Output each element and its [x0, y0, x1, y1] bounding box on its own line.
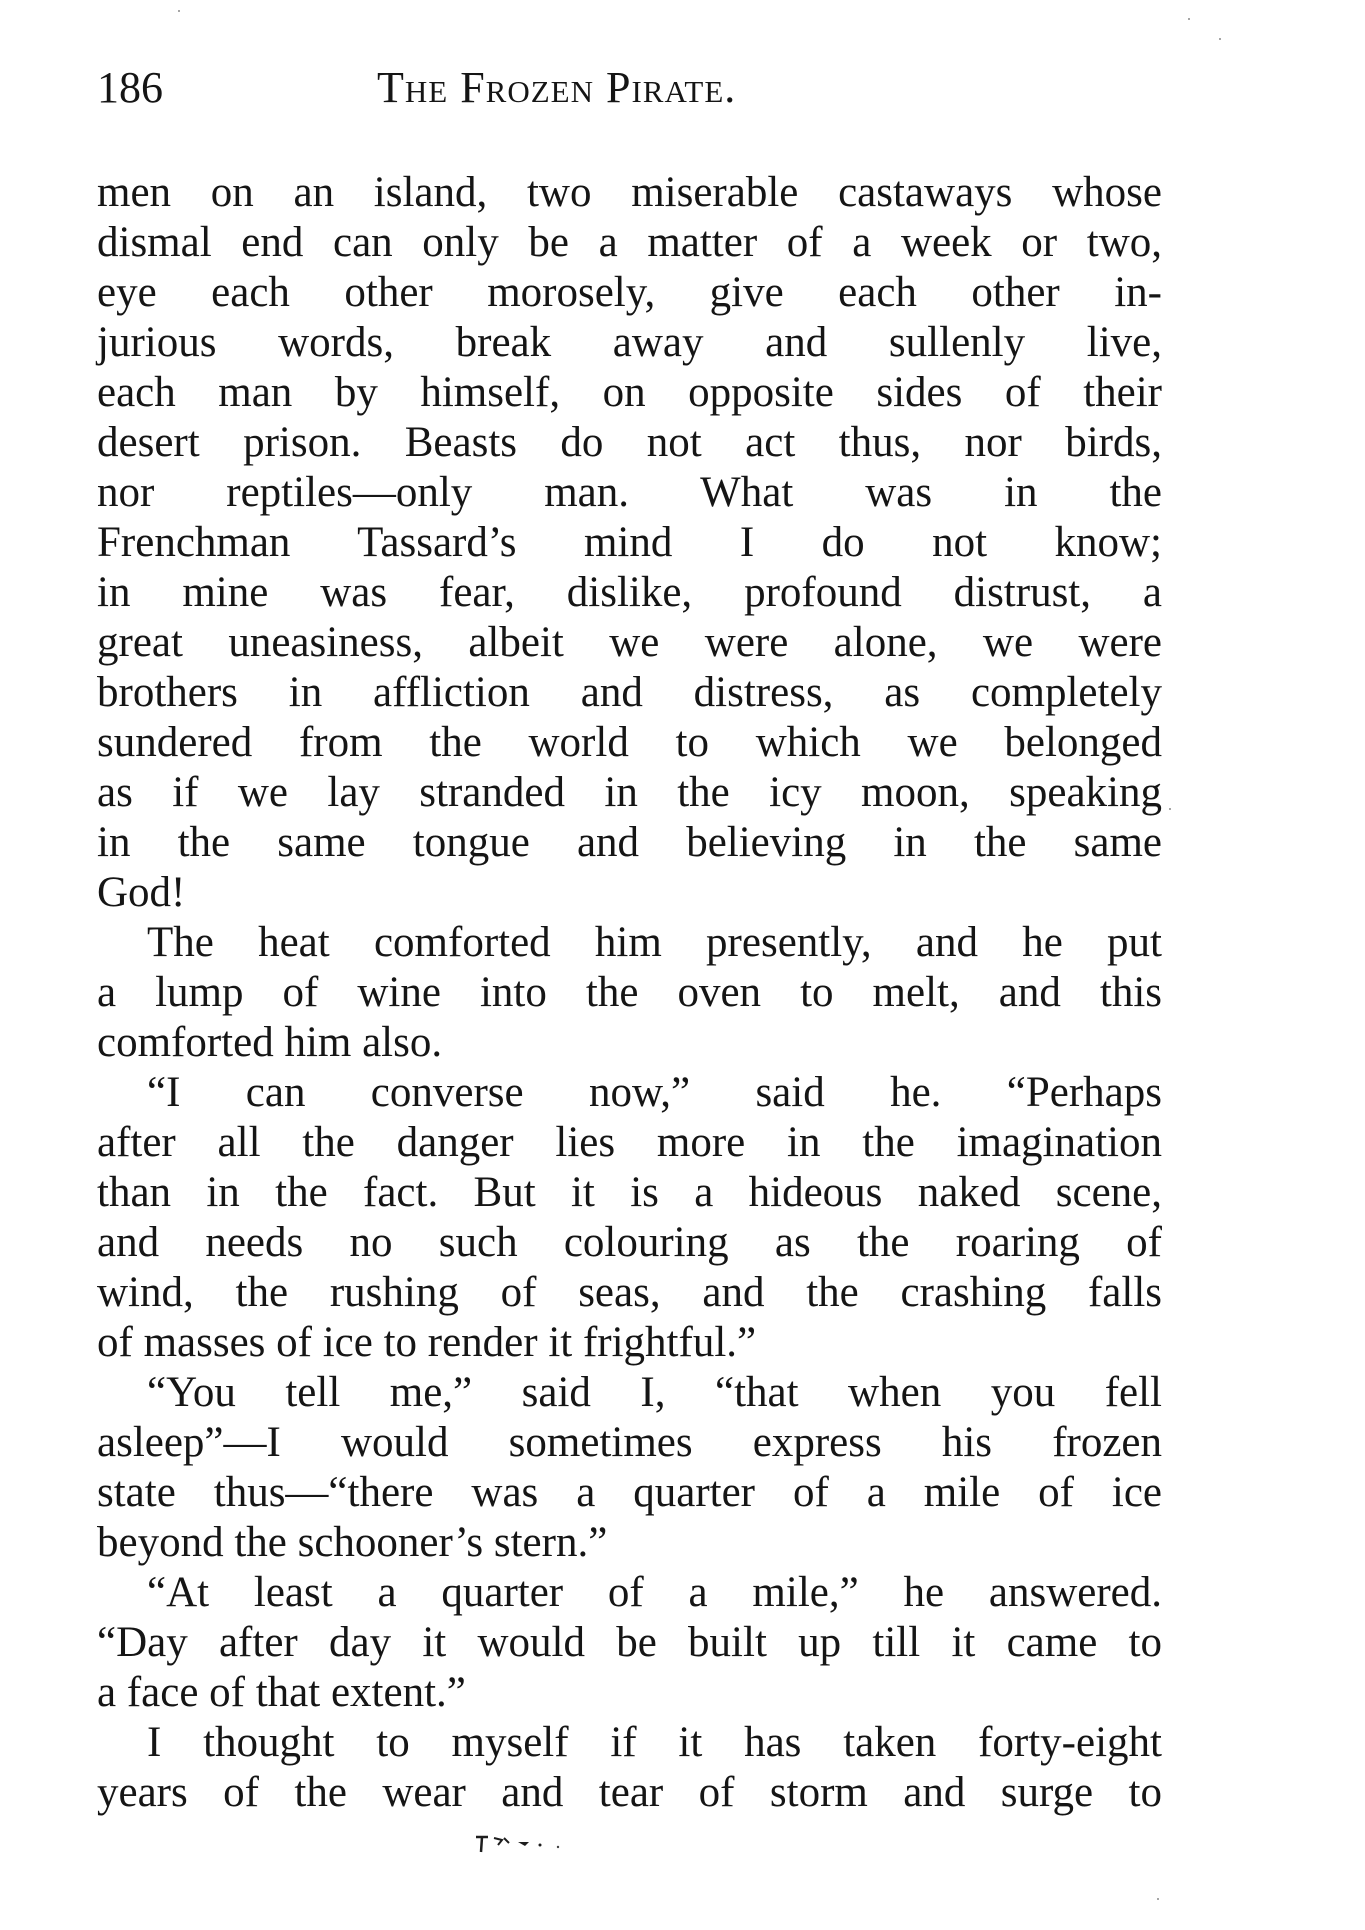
scan-speck: [1157, 1898, 1159, 1900]
scan-speck: [1188, 18, 1190, 20]
body-text: [97, 168, 1162, 1818]
text-line: years of the wear and tear of storm and surge to: [97, 1769, 1162, 1816]
paragraph-first-line: I thought to myself if it has taken forty-eight: [147, 1719, 1162, 1766]
page-number: 186: [97, 63, 163, 112]
text-line: jurious words, break away and sullenly live,: [97, 319, 1162, 366]
text-line: and needs no such colouring as the roaring of: [97, 1219, 1162, 1266]
text-line: Frenchman Tassard’s mind I do not know;: [97, 519, 1162, 566]
text-line: desert prison. Beasts do not act thus, nor birds,: [97, 419, 1162, 466]
text-line: wind, the rushing of seas, and the crashing falls: [97, 1269, 1162, 1316]
text-line: brothers in affliction and distress, as completely: [97, 669, 1162, 716]
text-line: men on an island, two miserable castaways whose: [97, 169, 1162, 216]
scan-speck: [1169, 808, 1171, 810]
text-line: sundered from the world to which we belonged: [97, 719, 1162, 766]
text-line: nor reptiles—only man. What was in the: [97, 469, 1162, 516]
paragraph-end-line: of masses of ice to render it frightful.”: [97, 1319, 757, 1366]
text-line: eye each other morosely, give each other in-: [97, 269, 1162, 316]
text-line: in the same tongue and believing in the same: [97, 819, 1162, 866]
text-line: asleep”—I would sometimes express his frozen: [97, 1419, 1162, 1466]
text-line: a lump of wine into the oven to melt, and this: [97, 969, 1162, 1016]
paragraph-end-line: a face of that extent.”: [97, 1669, 466, 1716]
scan-speck: [1219, 38, 1221, 40]
text-line: as if we lay stranded in the icy moon, speaking: [97, 769, 1162, 816]
text-line: dismal end can only be a matter of a week or two,: [97, 219, 1162, 266]
text-line: after all the danger lies more in the imagination: [97, 1119, 1162, 1166]
scan-speck: [178, 10, 180, 12]
paragraph-first-line: “At least a quarter of a mile,” he answered.: [147, 1569, 1162, 1616]
paragraph-end-line: God!: [97, 869, 186, 916]
text-line: than in the fact. But it is a hideous naked scene,: [97, 1169, 1162, 1216]
paragraph-end-line: comforted him also.: [97, 1019, 443, 1066]
print-smudge-mark: [470, 1830, 610, 1860]
text-line: in mine was fear, dislike, profound distrust, a: [97, 569, 1162, 616]
text-line: state thus—“there was a quarter of a mile of ice: [97, 1469, 1162, 1516]
paragraph-first-line: “You tell me,” said I, “that when you fell: [147, 1369, 1162, 1416]
text-line: each man by himself, on opposite sides of their: [97, 369, 1162, 416]
paragraph-first-line: “I can converse now,” said he. “Perhaps: [147, 1069, 1162, 1116]
text-line: great uneasiness, albeit we were alone, we were: [97, 619, 1162, 666]
running-title: The Frozen Pirate.: [377, 63, 737, 112]
paragraph-first-line: The heat comforted him presently, and he put: [147, 919, 1162, 966]
text-line: “Day after day it would be built up till it came to: [97, 1619, 1162, 1666]
paragraph-end-line: beyond the schooner’s stern.”: [97, 1519, 608, 1566]
page-header: [97, 58, 1157, 118]
